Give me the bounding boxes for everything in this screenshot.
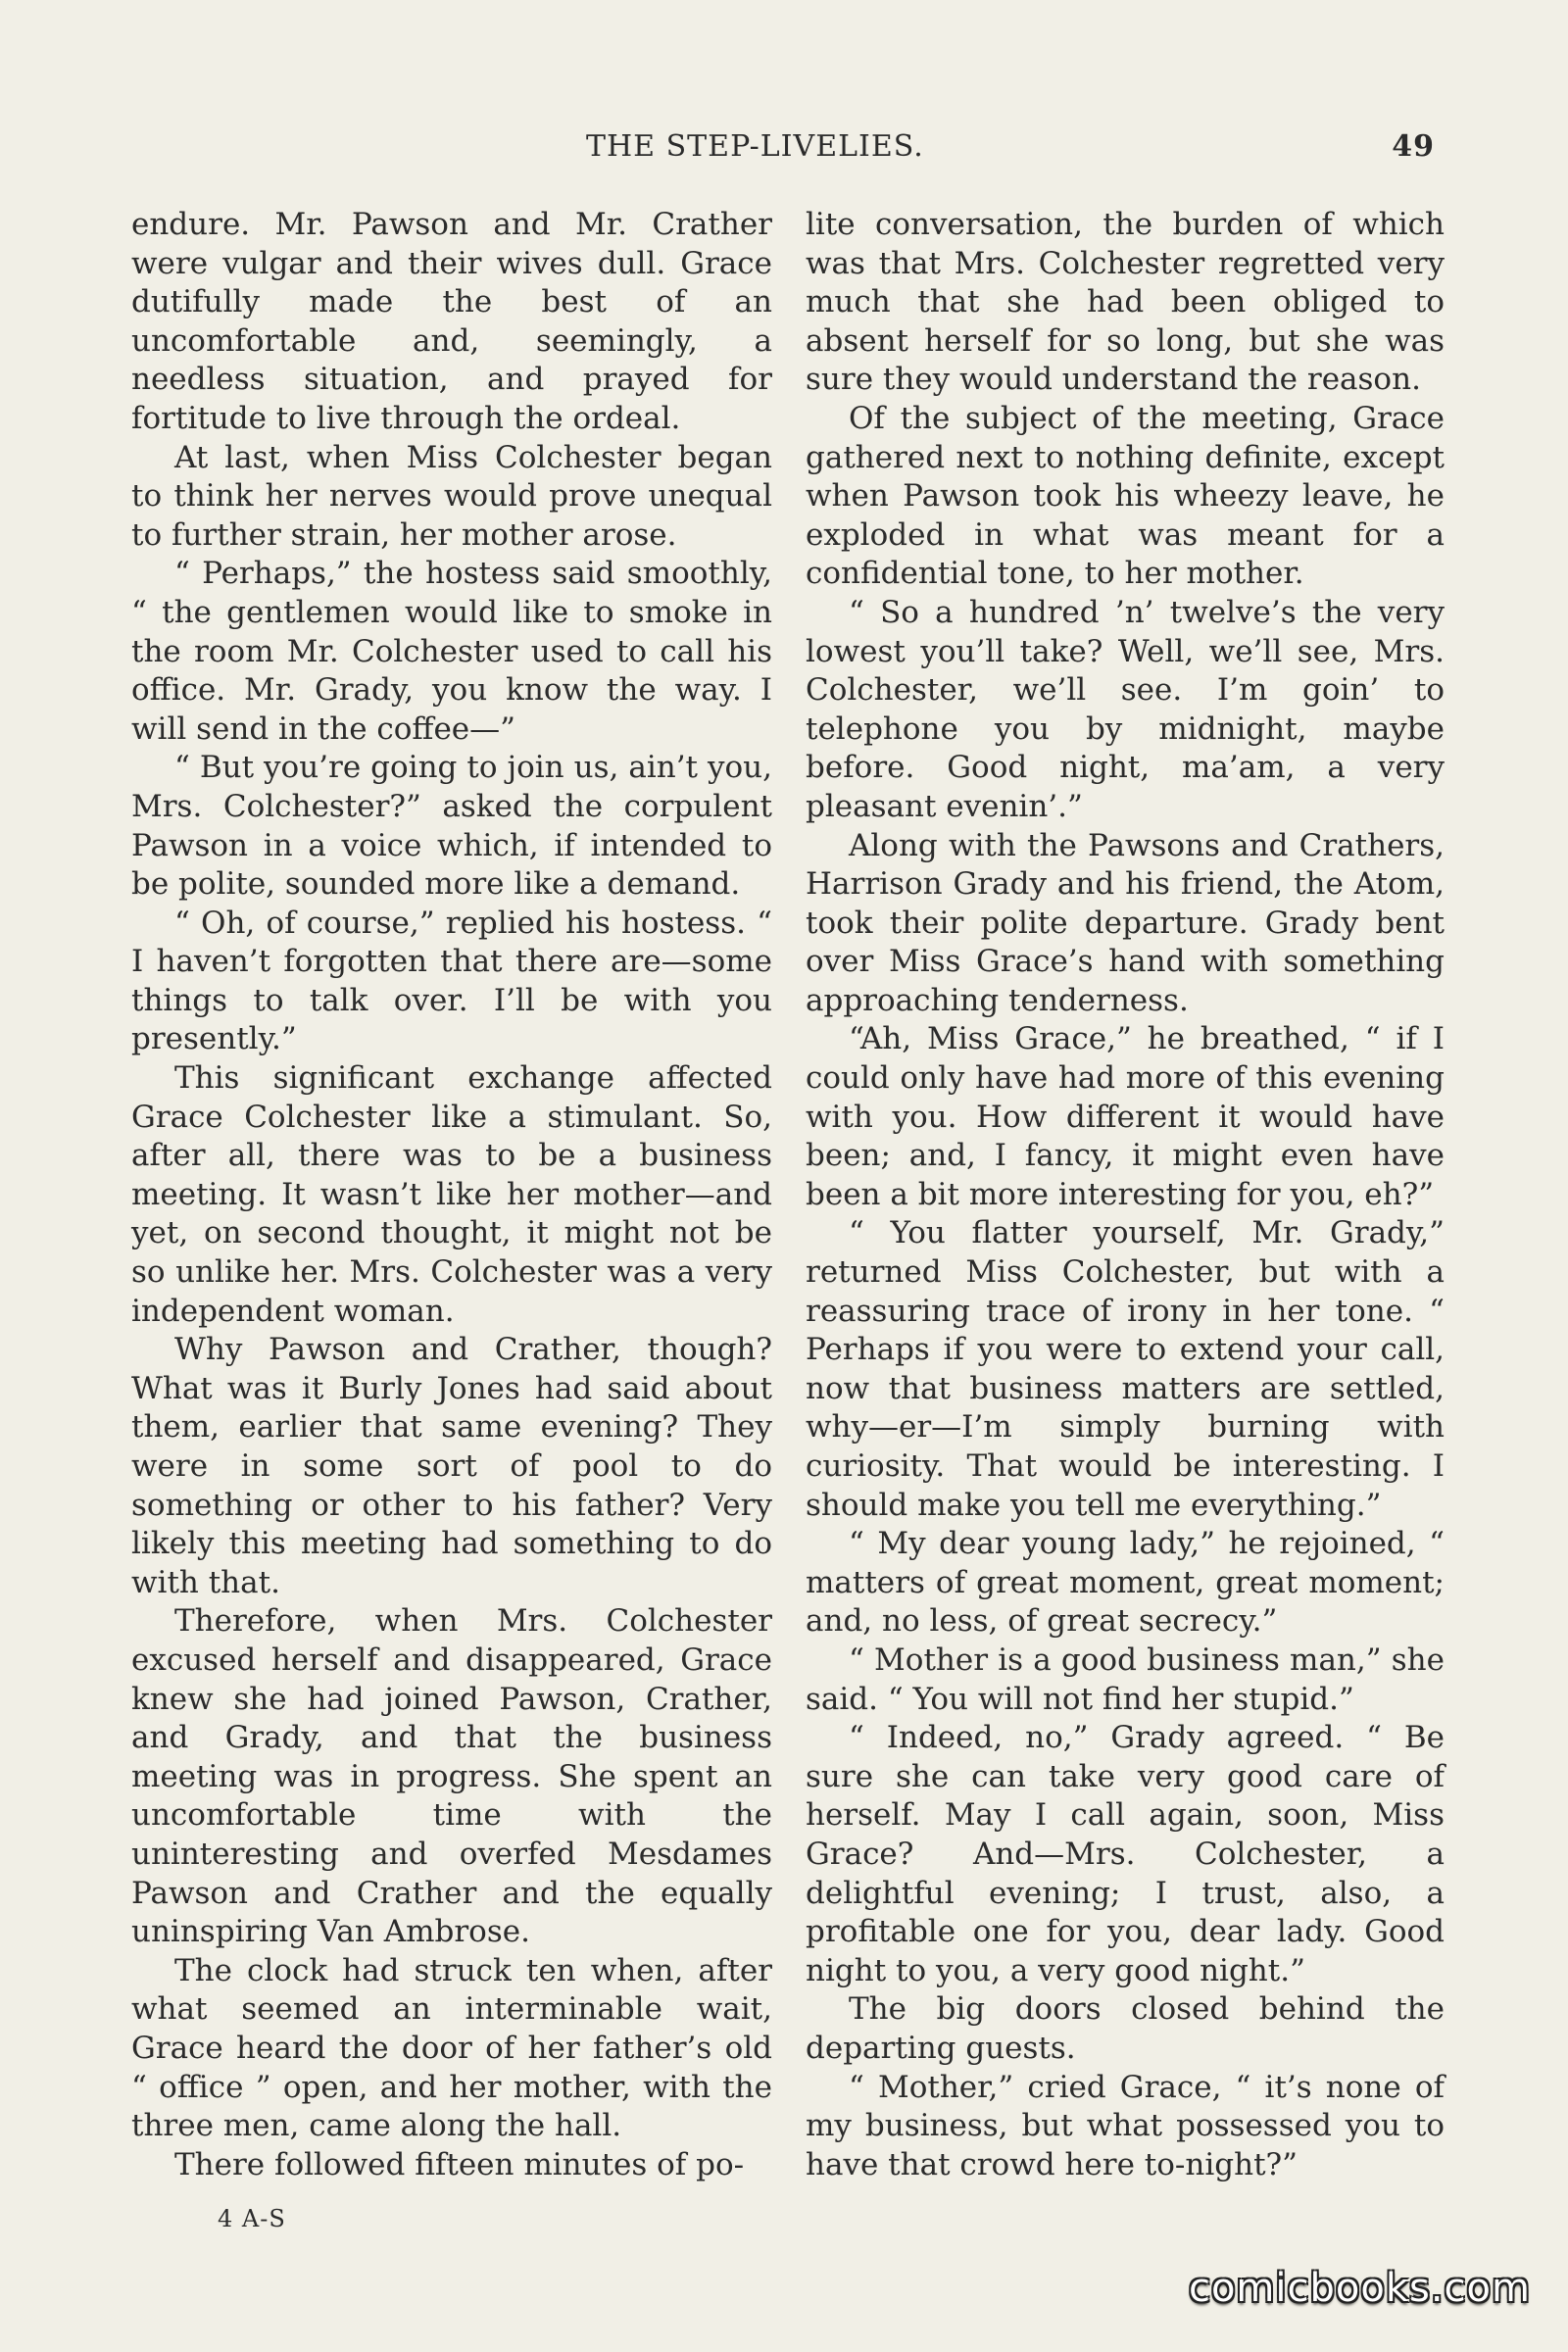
paragraph: “ My dear young lady,” he rejoined, “ matters of great moment, great moment; and, no less, of great secrecy.” (806, 1526, 1445, 1640)
paragraph: “Ah, Miss Grace,” he breathed, “ if I could only have had more of this evening with you. How different it would have been; and, I fancy, it might even have been a bit more interesting for you, eh?” (806, 1021, 1445, 1212)
right-column (806, 206, 1445, 2184)
paragraph: The big doors closed behind the departing guests. (806, 1991, 1445, 2066)
paragraph: “ But you’re going to join us, ain’t you, Mrs. Colchester?” asked the corpulent Pawson in a voice which, if intended to be polite, sounded more like a demand. (131, 750, 772, 903)
paragraph: “ Perhaps,” the hostess said smoothly, “ the gentlemen would like to smoke in the room Mr. Colchester used to call his office. Mr. Grady, you know the way. I will send in the coffee—” (131, 556, 772, 747)
paragraph: “ Indeed, no,” Grady agreed. “ Be sure she can take very good care of herself. May I call again, soon, Miss Grace? And—Mrs. Colchester, a delightful evening; I trust, also, a profitable one for you, dear lady. Good night to you, a very good night.” (806, 1720, 1445, 1988)
paragraph: The clock had struck ten when, after what seemed an interminable wait, Grace heard the door of her father’s old “ office ” open, and her mother, with the three men, came along the hall. (131, 1952, 772, 2144)
watermark: comicbooks.com (1188, 2266, 1531, 2311)
paragraph: endure. Mr. Pawson and Mr. Crather were vulgar and their wives dull. Grace dutifully made the best of an uncomfortable and, seemingly, a needless situation, and prayed for fortitude to live through the ordeal. (131, 207, 772, 436)
running-title: THE STEP-LIVELIES. (586, 129, 924, 164)
paragraph: “ So a hundred ’n’ twelve’s the very lowest you’ll take? Well, we’ll see, Mrs. Colchester, we’ll see. I’m goin’ to telephone you by midnight, maybe before. Good night, ma’am, a very pleasant evenin’.” (806, 594, 1445, 824)
running-head (131, 129, 1445, 172)
paragraph: This significant exchange affected Grace Colchester like a stimulant. So, after all, there was to be a business meeting. It wasn’t like her mother—and yet, on second thought, it might not be so unlike her. Mrs. Colchester was a very independent woman. (131, 1060, 772, 1329)
paragraph: Along with the Pawsons and Crathers, Harrison Grady and his friend, the Atom, took their polite departure. Grady bent over Miss Grace’s hand with something approaching tenderness. (806, 827, 1445, 1018)
paragraph: At last, when Miss Colchester began to think her nerves would prove unequal to further strain, her mother arose. (131, 439, 772, 553)
page-number: 49 (1392, 129, 1435, 164)
paragraph: Therefore, when Mrs. Colchester excused herself and disappeared, Grace knew she had joined Pawson, Crather, and Grady, and that the business meeting was in progress. She spent an uncomfortable time with the uninteresting and overfed Mesdames Pawson and Crather and the equally uninspiring Van Ambrose. (131, 1603, 772, 1950)
signature-mark: 4 A-S (218, 2205, 286, 2232)
paragraph: “ Mother,” cried Grace, “ it’s none of my business, but what possessed you to have that crowd here to-night?” (806, 2069, 1445, 2182)
paragraph: “ Oh, of course,” replied his hostess. “ I haven’t forgotten that there are—some things to talk over. I’ll be with you presently.” (131, 905, 772, 1057)
paragraph: There followed fifteen minutes of po- (174, 2146, 745, 2182)
paragraph: “ Mother is a good business man,” she said. “ You will not find her stupid.” (806, 1642, 1445, 1717)
paragraph: Why Pawson and Crather, though? What was it Burly Jones had said about them, earlier that same evening? They were in some sort of pool to do something or other to his father? Very likely this meeting had something to do with that. (131, 1332, 772, 1600)
paragraph: Of the subject of the meeting, Grace gathered next to nothing definite, except when Pawson took his wheezy leave, he exploded in what was meant for a confidential tone, to her mother. (806, 400, 1445, 592)
paragraph: lite conversation, the burden of which was that Mrs. Colchester regretted very much that she had been obliged to absent herself for so long, but she was sure they would understand the reason. (806, 207, 1445, 398)
left-column (131, 206, 772, 2184)
paragraph: “ You flatter yourself, Mr. Grady,” returned Miss Colchester, but with a reassuring trace of irony in her tone. “ Perhaps if you were to extend your call, now that business matters are settled, why—er—I’m simply burning with curiosity. That would be interesting. I should make you tell me everything.” (806, 1215, 1445, 1523)
